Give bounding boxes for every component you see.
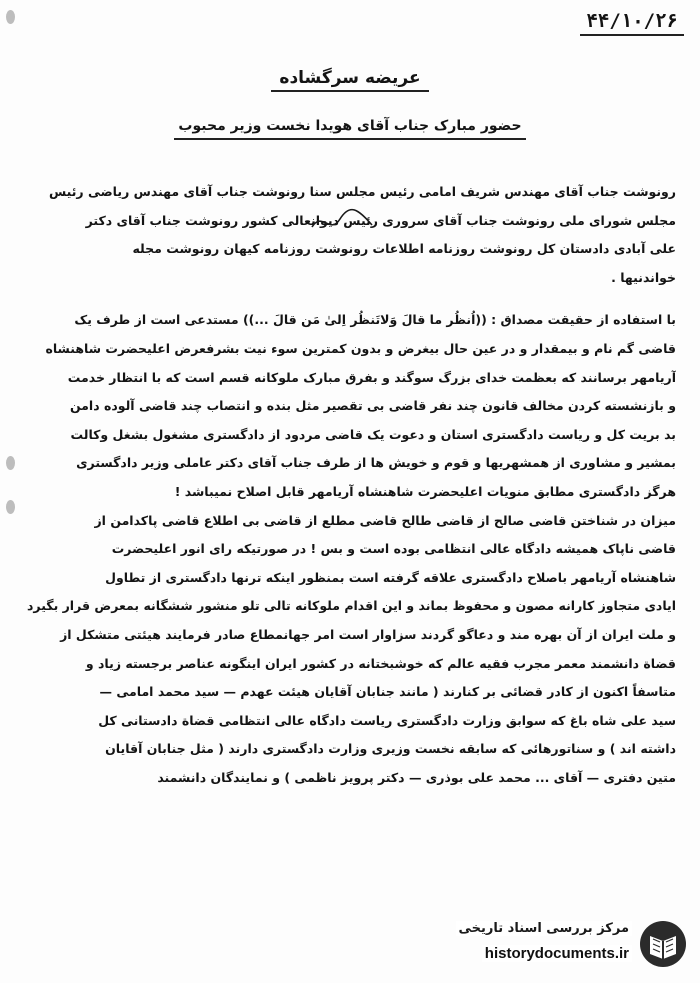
body-line: قاضی گم نام و بیمقدار و در عین حال بیغرض و بدون کمترین سوء نیت بشرفعرض اعلیحضرت شاهنشاه <box>45 340 676 356</box>
body-line: و بازنشسته کردن مخالف قانون چند نفر قاضی بی تقصیر مثل بنده و انتصاب چند قاضی آلوده دامن <box>69 398 676 414</box>
punch-hole-mark <box>6 10 15 24</box>
body-line: علی آبادی دادستان کل رونوشت روزنامه اطلاعات رونوشت روزنامه کیهان رونوشت مجله <box>132 241 676 257</box>
body-line: ایادی متجاوز کارانه مصون و محفوظ بماند و این اقدام ملوکانه تالی تلو منشور ششگانه بمعرض قرار بگیرد <box>27 598 676 614</box>
body-line: شاهنشاه آریامهر باصلاح دادگستری علاقه گرفته است بمنظور اینکه ترنها دادگستری از تطاول <box>105 569 676 585</box>
body-line: قضاة دانشمند معمر مجرب فقیه عالم که خوشبختانه در کشور ایران اینگونه عناصر برجسته زیاد و <box>85 655 676 671</box>
document-title-block <box>0 68 700 88</box>
punch-hole-mark <box>6 500 15 514</box>
watermark-title: مرکز بررسی اسناد تاریخی <box>456 921 633 936</box>
body-line: با استفاده از حقیقت مصداق : ((اُنظُر ما قالَ وَلاتَنظُر اِلیٰ مَن قالَ ...)) مستدعی است از طرف یک <box>74 312 676 328</box>
document-date: ۴۴/۱۰/۲۶ <box>580 8 684 36</box>
body-line: بد بریت کل و ریاست دادگستری استان و دعوت یک قاضی مردود از دادگستری مشغول بشغل وکالت <box>70 426 676 442</box>
document-title: عریضه سرگشاده <box>271 68 428 92</box>
body-line: قاضی ناپاک همیشه دادگاه عالی انتظامی بوده است و بس ! در صورتیکه رای انور اعلیحضرت <box>111 541 676 557</box>
letter-body <box>16 178 676 792</box>
body-line: میزان در شناختن قاضی صالح از قاضی طالح قاضی مطلع از قاضی بی اطلاع قاضی پاکدامن از <box>94 512 676 528</box>
body-line: هرگز دادگستری مطابق منویات اعلیحضرت شاهنشاه آریامهر قابل اصلاح نمیباشد ! <box>174 483 676 499</box>
addressee-line: حضور مبارک جناب آقای هویدا نخست وزیر محبوب <box>174 118 525 140</box>
body-line: متاسفاً اکنون از کادر قضائی بر کنارند ( مانند جنابان آقایان هیئت عهدم — سید محمد امامی — <box>99 684 676 700</box>
body-line: داشته اند ) و سناتورهائی که سابقه نخست وزیری وزارت دادگستری دارند ( مثل جنابان آقایان <box>105 741 676 757</box>
body-line: رونوشت جناب آقای مهندس شریف امامی رئیس مجلس سنا رونوشت جناب آقای مهندس ریاضی رئیس <box>48 184 676 199</box>
watermark-url[interactable]: historydocuments.ir <box>482 945 632 962</box>
punch-hole-mark <box>6 456 15 470</box>
watermark[interactable] <box>418 917 688 973</box>
book-emblem-icon <box>638 919 688 969</box>
body-line: آریامهر برسانند که بعظمت خدای بزرگ سوگند و بفرق مبارک ملوکانه قسم است که با انتظار خدمت <box>67 369 676 385</box>
body-line: مجلس شورای ملی رونوشت جناب آقای سروری رئیس دیوانعالی کشور رونوشت جناب آقای دکتر <box>85 212 676 228</box>
body-line: متین دفتری — آقای ... محمد علی بوذری — دکتر پرویز ناظمی ) و نمایندگان دانشمند <box>157 769 676 785</box>
addressee-block <box>0 118 700 134</box>
body-line: خواندنیها . <box>611 269 676 285</box>
body-line: بمشیر و مشاوری از همشهریها و قوم و خویش ها از طرف جناب آقای دکتر عاملی وزیر دادگستری <box>76 455 676 471</box>
body-line: و ملت ایران از آن بهره مند و دعاگو گردند سزاوار است امر جهانمطاع صادر فرمایند هیئتی متشکل از <box>60 626 676 642</box>
body-line: سید علی شاه باغ که سوابق وزارت دادگستری ریاست دادگاه عالی انتظامی قضاة دادستانی کل <box>98 712 676 728</box>
